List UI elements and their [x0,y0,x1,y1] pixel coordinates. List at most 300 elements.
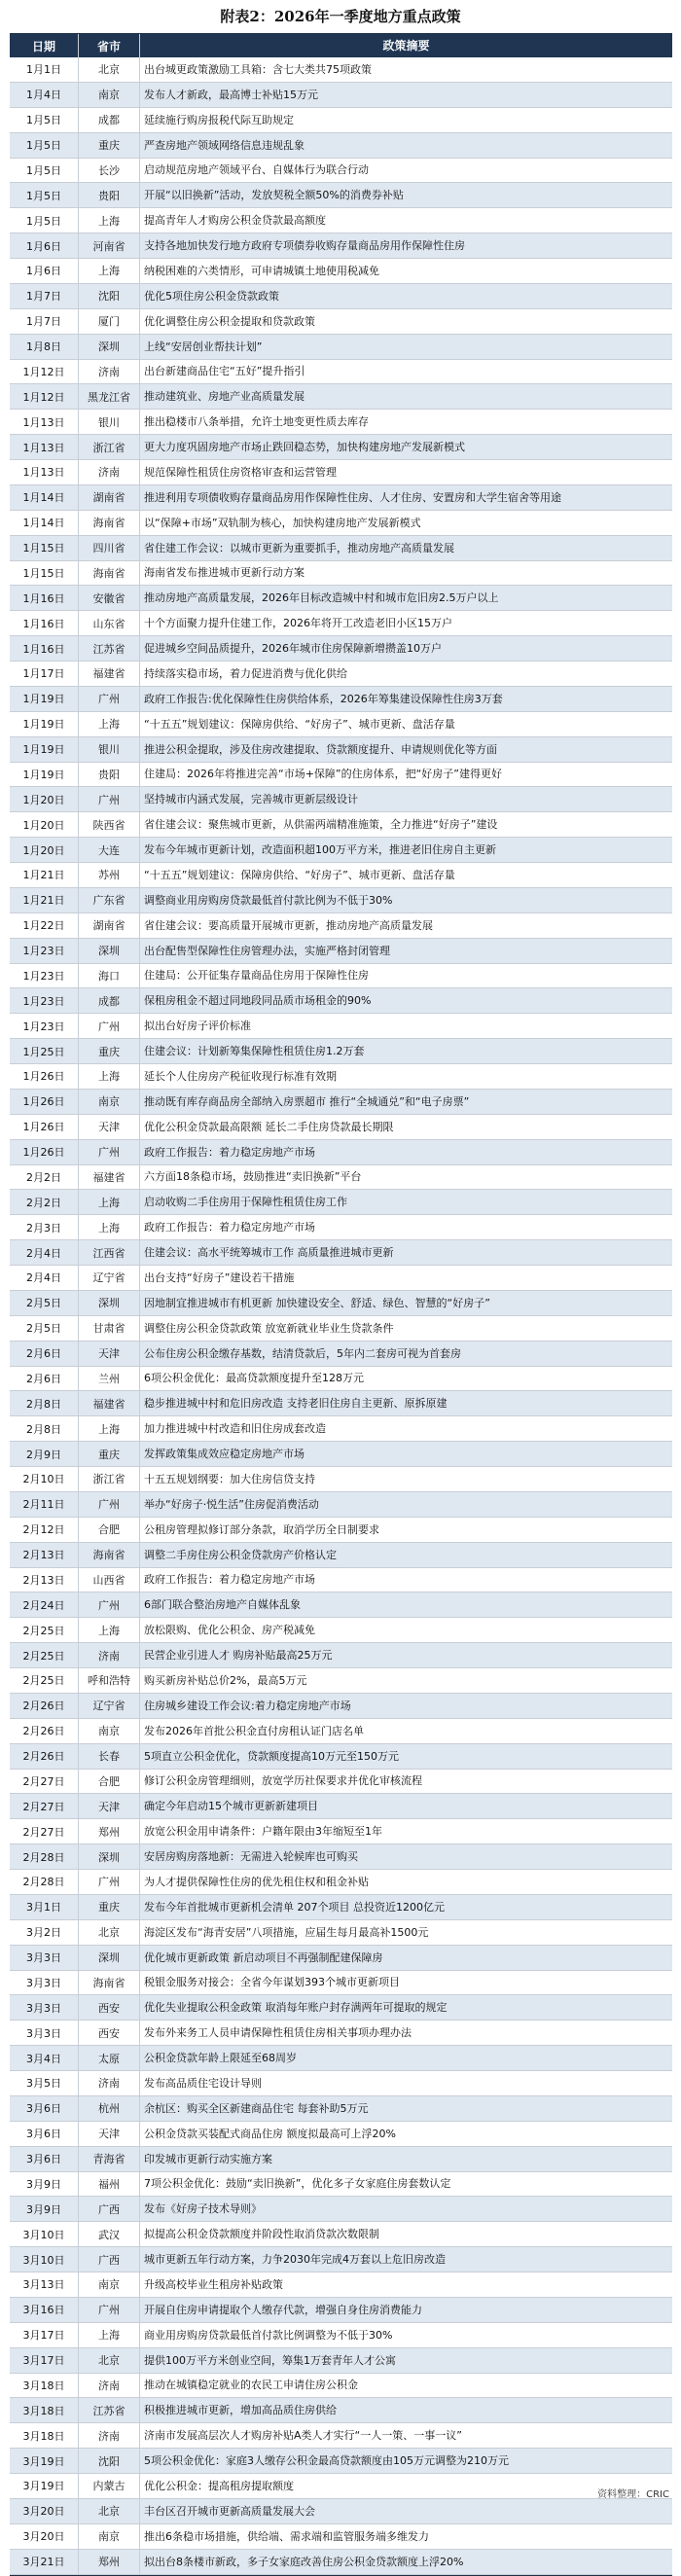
row-policy: 5项直立公积金优化，贷款额度提高10万元至150万元 [144,1749,399,1763]
row-province: 济南 [79,2423,140,2448]
table-row [10,687,672,712]
row-date: 2月25日 [10,1643,79,1667]
row-policy: 调整二手房住房公积金贷款房产价格认定 [144,1548,337,1561]
table-row [10,662,672,687]
row-policy: 公布住房公积金缴存基数，结清贷款后，5年内二套房可视为首套房 [144,1346,461,1360]
row-date: 3月17日 [10,2323,79,2347]
table-row [10,2272,672,2298]
row-date: 1月19日 [10,687,79,711]
table-row [10,636,672,662]
row-policy: 发布今年城市更新计划，改造面积超100万平方米，推进老旧住房自主更新 [144,843,496,857]
table-row [10,335,672,360]
row-province: 上海 [79,208,140,233]
table-row [10,561,672,587]
row-date: 3月1日 [10,1895,79,1919]
table-row [10,410,672,435]
row-policy: 民营企业引进人才 购房补贴最高25万元 [144,1649,333,1663]
row-policy: 优化公积金：提高租房提取额度 [144,2479,294,2492]
row-date: 2月6日 [10,1367,79,1391]
row-date: 1月16日 [10,611,79,635]
row-province: 甘肃省 [79,1316,140,1341]
row-date: 3月3日 [10,2021,79,2045]
row-policy: 发布2026年首批公积金直付房租认证门店名单 [144,1724,364,1737]
table-header [10,34,672,57]
row-date: 2月9日 [10,1442,79,1466]
table-row [10,360,672,385]
row-date: 2月12日 [10,1518,79,1542]
row-policy: 推进利用专项债收购存量商品房用作保障性住房、人才住房、安置房和大学生宿舍等用途 [144,490,561,504]
row-province: 沈阳 [79,284,140,308]
table-row [10,939,672,964]
row-policy: 开展“以旧换新”活动，发放契税全额50%的消费券补贴 [144,189,404,202]
row-province: 长沙 [79,159,140,183]
table-title: 附表2：2026年一季度地方重点政策 [220,8,461,25]
row-date: 3月3日 [10,1946,79,1970]
table-row [10,2222,672,2247]
row-date: 2月25日 [10,1618,79,1642]
table-row [10,787,672,812]
row-province: 深圳 [79,335,140,359]
table-row [10,586,672,611]
table-row [10,611,672,636]
row-province: 山东省 [79,611,140,635]
row-policy: 十个方面聚力提升住建工作，2026年将开工改造老旧小区15万户 [144,617,452,630]
row-date: 2月27日 [10,1770,79,1794]
row-date: 3月13日 [10,2272,79,2297]
row-date: 1月22日 [10,913,79,938]
table-row [10,1291,672,1316]
table-row [10,1770,672,1795]
row-province: 济南 [79,2374,140,2398]
table-row [10,913,672,939]
row-province: 上海 [79,712,140,736]
table-row [10,57,672,83]
row-province: 济南 [79,2071,140,2095]
row-province: 成都 [79,988,140,1013]
row-date: 1月19日 [10,737,79,762]
row-province: 重庆 [79,1039,140,1063]
row-province: 广州 [79,1870,140,1894]
row-policy: 支持各地加快发行地方政府专项债券收购存量商品房用作保障性住房 [144,239,465,253]
row-province: 兰州 [79,1367,140,1391]
row-policy: 积极推进城市更新，增加高品质住房供给 [144,2404,337,2417]
row-date: 3月3日 [10,1995,79,2020]
row-policy: 丰台区召开城市更新高质量发展大会 [144,2504,315,2518]
row-province: 上海 [79,2323,140,2347]
table-row [10,2046,672,2071]
row-date: 3月21日 [10,2550,79,2574]
row-policy: 出台新建商品住宅“五好”提升指引 [144,365,305,378]
table-row [10,384,672,410]
row-date: 1月1日 [10,57,79,82]
row-policy: 更大力度巩固房地产市场止跌回稳态势，加快构建房地产发展新模式 [144,441,465,454]
row-policy: 调整商业用房购房贷款最低首付款比例为不低于30% [144,893,393,907]
table-row [10,888,672,913]
row-date: 1月6日 [10,259,79,283]
row-policy: 出台支持“好房子”建设若干措施 [144,1270,295,1284]
row-date: 2月26日 [10,1719,79,1743]
row-province: 海南省 [79,511,140,535]
row-policy: 提高青年人才购房公积金贷款最高额度 [144,214,326,228]
row-policy: 保租房租金不超过同地段同品质市场租金的90% [144,994,372,1008]
table-row [10,2474,672,2499]
table-row [10,2096,672,2122]
row-province: 福建省 [79,1165,140,1190]
row-policy: 启动规范房地产领域平台、自媒体行为联合行动 [144,163,369,177]
table-row [10,1190,672,1215]
row-policy: 提供100万平方米创业空间，筹集1万套青年人才公寓 [144,2353,396,2367]
row-province: 厦门 [79,309,140,334]
row-date: 2月27日 [10,1819,79,1843]
row-date: 1月14日 [10,511,79,535]
row-province: 南京 [79,83,140,107]
row-province: 广州 [79,1140,140,1164]
table-row [10,1090,672,1115]
row-date: 3月3日 [10,1971,79,1995]
row-date: 1月23日 [10,964,79,988]
row-policy: 省住建工作会议：以城市更新为重要抓手，推动房地产高质量发展 [144,541,454,555]
row-province: 贵阳 [79,183,140,207]
row-province: 辽宁省 [79,1266,140,1290]
table-row [10,863,672,888]
table-row [10,1240,672,1266]
row-province: 天津 [79,2122,140,2146]
row-date: 2月5日 [10,1316,79,1341]
table-row [10,2449,672,2474]
row-date: 1月26日 [10,1140,79,1164]
row-province: 湖南省 [79,485,140,510]
row-province: 贵阳 [79,763,140,787]
table-row [10,1844,672,1870]
row-province: 西安 [79,1995,140,2020]
row-date: 1月5日 [10,208,79,233]
table-row [10,1719,672,1744]
row-policy: 优化调整住房公积金提取和贷款政策 [144,314,315,328]
row-province: 黑龙江省 [79,384,140,409]
row-date: 2月13日 [10,1568,79,1592]
table-row [10,2423,672,2449]
row-province: 天津 [79,1794,140,1818]
row-province: 呼和浩特 [79,1668,140,1693]
table-row [10,1039,672,1064]
row-policy: 政府工作报告：着力稳定房地产市场 [144,1221,315,1234]
row-date: 2月8日 [10,1416,79,1441]
table-row [10,1492,672,1518]
row-date: 3月4日 [10,2046,79,2070]
row-date: 2月28日 [10,1870,79,1894]
row-policy: 延续施行购房报税代际互助规定 [144,113,294,126]
row-policy: 发布外来务工人员申请保障性租赁住房相关事项办理办法 [144,2026,412,2040]
row-province: 海口 [79,964,140,988]
row-policy: 放松限购、优化公积金、房产税减免 [144,1624,315,1637]
table-row [10,1794,672,1819]
row-policy: 发布《好房子技术导则》 [144,2202,262,2216]
row-policy: 优化5项住房公积金贷款政策 [144,289,279,303]
table-row [10,1467,672,1492]
row-date: 1月8日 [10,335,79,359]
table-row [10,309,672,335]
row-province: 上海 [79,1416,140,1441]
row-policy: 加力推进城中村改造和旧住房成套改造 [144,1422,326,1436]
row-province: 广东省 [79,888,140,912]
row-policy: 政府工作报告:优化保障性住房供给体系，2026年筹集建设保障性住房3万套 [144,692,503,705]
row-province: 南京 [79,1090,140,1114]
row-province: 四川省 [79,536,140,560]
row-date: 2月5日 [10,1291,79,1315]
row-province: 江西省 [79,1240,140,1265]
row-province: 青海省 [79,2147,140,2171]
row-date: 1月7日 [10,284,79,308]
row-date: 1月14日 [10,485,79,510]
row-date: 2月4日 [10,1240,79,1265]
table-row [10,259,672,284]
row-policy: 以“保障+市场”双轨制为核心，加快构建房地产发展新模式 [144,516,421,529]
row-province: 银川 [79,410,140,434]
header-policy: 政策摘要 [382,38,430,53]
table-row [10,1971,672,1996]
row-province: 广州 [79,2298,140,2322]
table-row [10,183,672,208]
table-row [10,1568,672,1593]
table-row [10,1115,672,1140]
row-province: 南京 [79,1719,140,1743]
row-province: 北京 [79,2348,140,2373]
row-date: 2月28日 [10,1844,79,1869]
row-policy: 放宽公积金用申请条件：户籍年限由3年缩短至1年 [144,1825,382,1839]
table-row [10,763,672,788]
table-row [10,1367,672,1392]
table-row [10,1592,672,1618]
row-province: 广西 [79,2247,140,2272]
row-policy: 拟提高公积金贷款额度并阶段性取消贷款次数限制 [144,2228,379,2241]
row-date: 1月7日 [10,309,79,334]
table-row [10,1215,672,1240]
row-province: 山西省 [79,1568,140,1592]
table-row [10,2122,672,2147]
table-row [10,1870,672,1895]
row-date: 2月10日 [10,1467,79,1491]
row-policy: 政府工作报告：着力稳定房地产市场 [144,1573,315,1587]
table-row [10,133,672,159]
row-date: 2月13日 [10,1543,79,1567]
row-policy: 优化公积金贷款最高限额 延长二手住房贷款最长期限 [144,1120,394,1133]
row-province: 太原 [79,2046,140,2070]
row-date: 1月13日 [10,460,79,484]
row-province: 广州 [79,787,140,811]
row-date: 3月9日 [10,2172,79,2197]
row-province: 重庆 [79,1442,140,1466]
table-row [10,1543,672,1568]
row-policy: 启动收购二手住房用于保障性租赁住房工作 [144,1196,347,1209]
row-policy: 住建局：公开征集存量商品住房用于保障性住房 [144,969,369,983]
row-date: 1月13日 [10,435,79,459]
table-row [10,1518,672,1543]
row-province: 海南省 [79,1543,140,1567]
row-date: 2月24日 [10,1592,79,1617]
row-province: 郑州 [79,2550,140,2574]
row-policy: 促进城乡空间品质提升，2026年城市住房保障新增攒盖10万户 [144,642,442,656]
row-province: 浙江省 [79,1467,140,1491]
header-province: 省市 [79,34,140,57]
row-date: 2月27日 [10,1794,79,1818]
row-province: 上海 [79,1190,140,1214]
row-policy: 商业用房购房贷款最低首付款比例调整为不低于30% [144,2328,393,2342]
table-row [10,1165,672,1191]
row-date: 3月6日 [10,2122,79,2146]
row-date: 1月26日 [10,1115,79,1139]
row-date: 3月20日 [10,2499,79,2523]
row-province: 湖南省 [79,913,140,938]
row-date: 2月6日 [10,1342,79,1366]
table-row [10,1744,672,1770]
row-policy: 推动在城镇稳定就业的农民工申请住房公积金 [144,2379,358,2392]
row-date: 2月26日 [10,1744,79,1769]
row-date: 3月10日 [10,2247,79,2272]
row-date: 1月5日 [10,183,79,207]
table-row [10,435,672,460]
row-date: 2月2日 [10,1165,79,1190]
row-province: 北京 [79,57,140,82]
row-province: 长春 [79,1744,140,1769]
table-row [10,208,672,233]
row-date: 2月26日 [10,1694,79,1718]
row-date: 3月9日 [10,2197,79,2221]
row-province: 河南省 [79,233,140,258]
row-policy: 6项公积金优化：最高贷款额度提升至128万元 [144,1372,364,1385]
row-province: 海南省 [79,1971,140,1995]
table-row [10,2172,672,2198]
row-policy: 余杭区：购买全区新建商品住宅 每套补助5万元 [144,2101,369,2115]
row-province: 合肥 [79,1770,140,1794]
row-province: 南京 [79,2524,140,2549]
table-row [10,812,672,838]
row-policy: 严查房地产领域网络信息违规乱象 [144,138,305,152]
row-date: 3月18日 [10,2423,79,2448]
row-province: 银川 [79,737,140,762]
header-date: 日期 [10,34,79,57]
row-date: 1月15日 [10,561,79,586]
row-date: 3月10日 [10,2222,79,2246]
table-row [10,1442,672,1467]
row-policy: 住建会议：计划新筹集保障性租赁住房1.2万套 [144,1045,365,1058]
row-date: 1月23日 [10,1014,79,1038]
row-province: 重庆 [79,133,140,158]
row-province: 上海 [79,1215,140,1239]
row-province: 沈阳 [79,2449,140,2473]
table-row [10,511,672,536]
table-row [10,1618,672,1643]
row-policy: 优化城市更新政策 新启动项目不再强制配建保障房 [144,1950,383,1964]
row-policy: 十五五规划纲要：加大住房信贷支持 [144,1472,315,1485]
table-row [10,2071,672,2096]
row-policy: 举办“好房子·悦生活”住房促消费活动 [144,1497,319,1511]
row-policy: 推动房地产高质量发展，2026年目标改造城中村和城市危旧房2.5万户以上 [144,591,499,605]
row-province: 成都 [79,108,140,132]
row-policy: 发布人才新政，最高博士补贴15万元 [144,88,318,101]
row-province: 广州 [79,1492,140,1517]
row-policy: 拟出台8条楼市新政，多子女家庭改善住房公积金贷款额度上浮20% [144,2555,464,2568]
row-province: 武汉 [79,2222,140,2246]
table-row [10,1014,672,1039]
table-row [10,2398,672,2423]
row-date: 2月8日 [10,1391,79,1415]
row-policy: 政府工作报告：着力稳定房地产市场 [144,1145,315,1159]
row-province: 上海 [79,1618,140,1642]
row-policy: 推动建筑业、房地产业高质量发展 [144,390,305,404]
table-row [10,1316,672,1342]
table-row [10,233,672,259]
row-province: 深圳 [79,1291,140,1315]
row-date: 2月11日 [10,1492,79,1517]
row-date: 1月26日 [10,1064,79,1089]
row-date: 1月20日 [10,838,79,862]
row-date: 1月21日 [10,863,79,887]
table-row [10,284,672,309]
row-date: 2月4日 [10,1266,79,1290]
row-date: 3月6日 [10,2096,79,2121]
row-province: 辽宁省 [79,1694,140,1718]
row-date: 1月5日 [10,159,79,183]
row-policy: 海淀区发布“海青安居”八项措施，应届生每月最高补1500元 [144,1925,429,1939]
table-row [10,108,672,133]
source-note: 资料整理：CRIC [597,2489,669,2500]
row-policy: 修订公积金房管理细则，放宽学历社保要求并优化审核流程 [144,1774,422,1788]
row-date: 1月6日 [10,233,79,258]
row-date: 3月19日 [10,2474,79,2498]
table-row [10,2298,672,2323]
row-policy: 6部门联合整治房地产自媒体乱象 [144,1598,301,1612]
row-policy: 住建会议：高水平统筹城市工作 高质量推进城市更新 [144,1246,394,1260]
row-date: 3月19日 [10,2449,79,2473]
table-row [10,1946,672,1971]
row-date: 3月18日 [10,2398,79,2422]
row-province: 济南 [79,360,140,384]
row-policy: 纳税困难的六类情形，可申请城镇土地使用税减免 [144,264,379,277]
table-row [10,2147,672,2172]
row-policy: 推动既有库存商品房全部纳入房票超市 推行“全城通兑”和“电子房票” [144,1094,470,1108]
row-date: 1月5日 [10,133,79,158]
row-province: 内蒙古 [79,2474,140,2498]
row-date: 1月17日 [10,662,79,686]
row-date: 1月26日 [10,1090,79,1114]
table-row [10,2323,672,2348]
row-policy: 规范保障性租赁住房资格审查和运营管理 [144,465,337,479]
table-row [10,2524,672,2550]
table-row [10,988,672,1014]
table-body [10,57,672,2575]
row-policy: 海南省发布推进城市更新行动方案 [144,566,305,580]
row-policy: “十五五”规划建议：保障房供给、“好房子”、城市更新、盘活存量 [144,868,455,881]
row-date: 1月12日 [10,384,79,409]
table-row [10,838,672,863]
table-row [10,1643,672,1668]
row-policy: 安居房购房落地新：无需进入轮候库也可购买 [144,1850,358,1864]
row-date: 3月5日 [10,2071,79,2095]
row-policy: 为人才提供保障性住房的优先租住权和租金补贴 [144,1875,369,1888]
row-province: 广州 [79,1592,140,1617]
row-policy: 调整住房公积金贷款政策 放宽新就业毕业生贷款条件 [144,1321,394,1335]
row-province: 广州 [79,1014,140,1038]
row-policy: 发布高品质住宅设计导则 [144,2076,262,2090]
row-policy: 六方面18条稳市场，鼓励推进“卖旧换新”平台 [144,1170,362,1184]
table-row [10,2021,672,2046]
row-date: 1月12日 [10,360,79,384]
row-policy: 公积金贷款买装配式商品住房 额度拟最高可上浮20% [144,2127,396,2140]
row-date: 1月20日 [10,787,79,811]
row-policy: 持续落实稳市场，着力促进消费与优化供给 [144,666,347,680]
row-date: 3月2日 [10,1920,79,1945]
row-date: 2月2日 [10,1190,79,1214]
